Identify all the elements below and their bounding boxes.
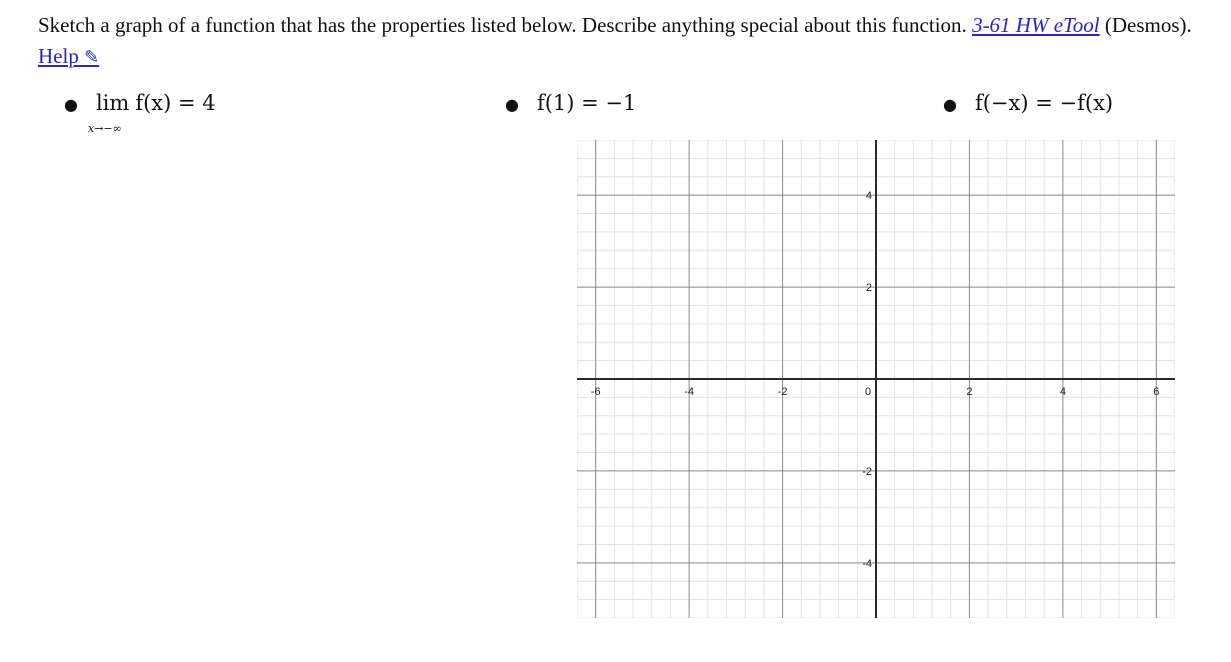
value-expression: f(1) = −1 [536, 91, 637, 115]
property-odd [943, 88, 1113, 120]
x-tick-label: 0 [864, 386, 872, 398]
help-link[interactable] [38, 44, 99, 68]
limit-operator [87, 88, 130, 135]
bullet-icon: ● [64, 94, 78, 114]
axes [577, 140, 1175, 618]
etool-link[interactable]: 3-61 HW eTool [972, 13, 1100, 37]
bullet-icon: ● [943, 94, 957, 114]
limit-expression: f(x) = 4 [135, 91, 216, 115]
y-tick-label: -4 [862, 557, 872, 570]
pencil-icon: ✎ [84, 47, 100, 68]
property-limit [64, 88, 216, 135]
x-tick-label: 6 [1153, 386, 1160, 398]
x-tick-label: 2 [966, 386, 973, 398]
instructions [38, 10, 1198, 73]
instructions-text: Sketch a graph of a function that has the properties listed below. Describe anything special about this function. [38, 13, 973, 37]
property-value [505, 88, 636, 120]
help-label: Help [38, 44, 79, 68]
lim-subscript: x→−∞ [87, 122, 122, 135]
y-tick-label: 4 [865, 190, 872, 203]
x-tick-label: -2 [777, 386, 788, 398]
bullet-icon: ● [505, 94, 519, 114]
lim-word: lim [95, 91, 130, 115]
x-tick-label: -6 [590, 386, 601, 398]
x-tick-label: 4 [1059, 386, 1066, 398]
odd-expression: f(−x) = −f(x) [974, 91, 1114, 115]
graph-canvas[interactable] [577, 140, 1175, 618]
y-tick-label: 2 [865, 282, 872, 295]
x-tick-label: -4 [684, 386, 695, 398]
y-tick-label: -2 [862, 465, 872, 478]
instructions-suffix: (Desmos). [1099, 13, 1192, 37]
